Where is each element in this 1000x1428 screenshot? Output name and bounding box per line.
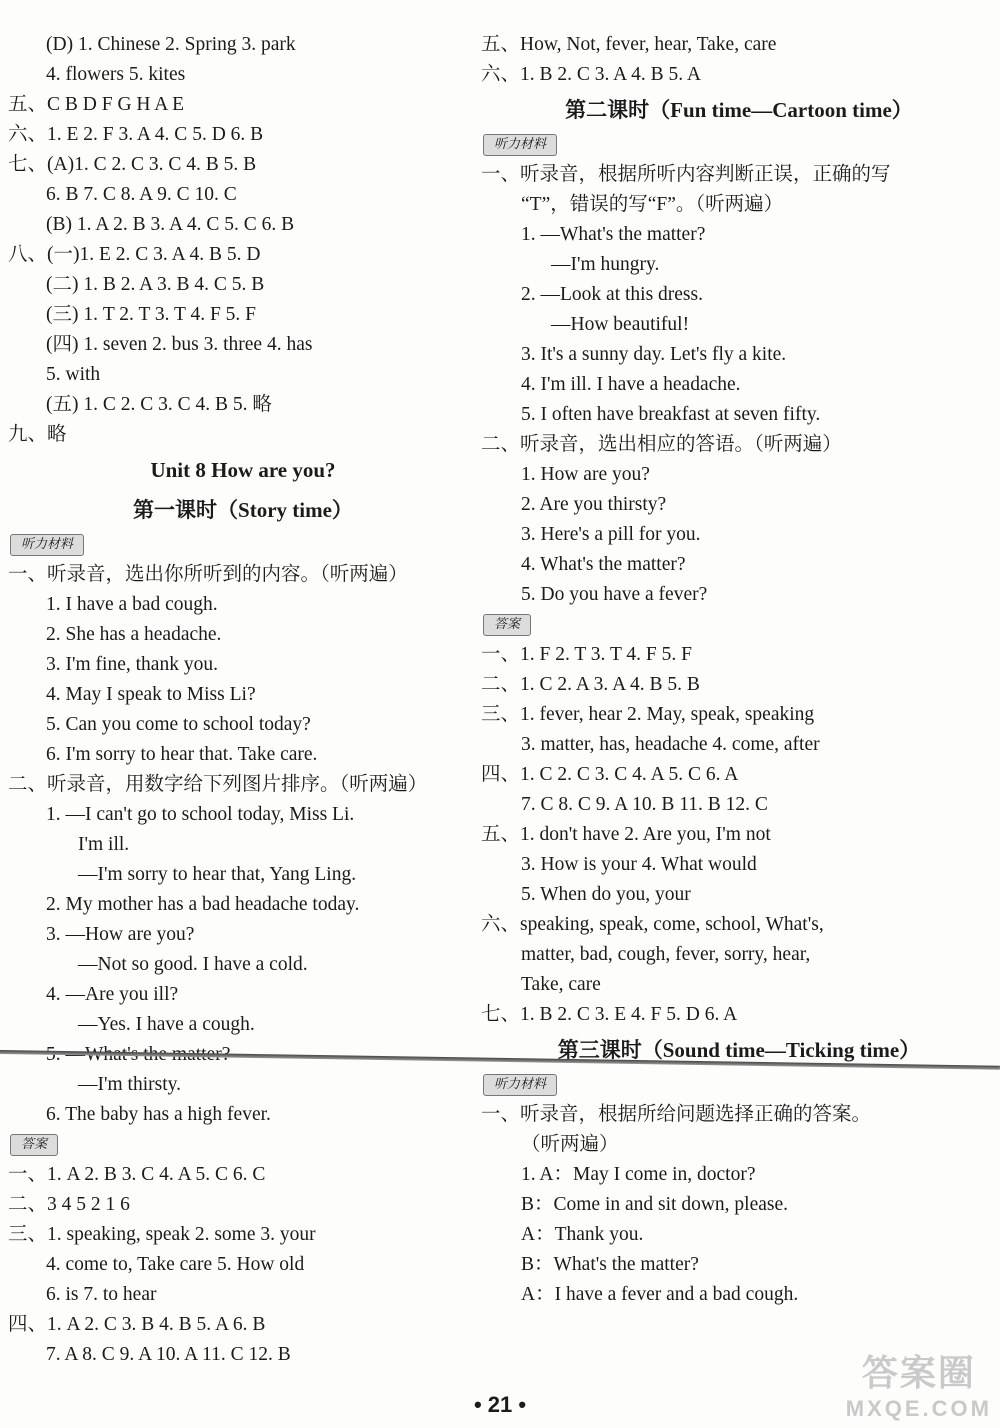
text-line: 二、听录音，选出相应的答语。（听两遍）	[481, 434, 842, 455]
text-line: I'm ill.	[78, 834, 130, 855]
text-line: 4. come to, Take care 5. How old	[46, 1254, 305, 1275]
listening-material-tag: 听力材料	[483, 1074, 557, 1096]
text-line: 二、听录音，用数字给下列图片排序。（听两遍）	[8, 774, 428, 795]
text-line: —I'm hungry.	[551, 254, 660, 275]
left-top-answers	[8, 30, 478, 450]
text-line: 1. —What's the matter?	[521, 224, 706, 245]
text-line: 六、1. B 2. C 3. A 4. B 5. A	[481, 64, 701, 85]
text-line: 2. She has a headache.	[46, 624, 222, 645]
text-line: (四) 1. seven 2. bus 3. three 4. has	[46, 334, 313, 355]
text-line: 3. matter, has, headache 4. come, after	[521, 734, 820, 755]
text-line: 七、1. B 2. C 3. E 4. F 5. D 6. A	[481, 1004, 738, 1025]
text-line: 九、略	[8, 424, 67, 445]
answers-tag: 答案	[10, 1134, 58, 1156]
text-line: —I'm thirsty.	[78, 1074, 181, 1095]
text-line: (二) 1. B 2. A 3. B 4. C 5. B	[46, 274, 265, 295]
text-line: (三) 1. T 2. T 3. T 4. F 5. F	[46, 304, 257, 325]
text-line: “T”，错误的写“F”。（听两遍）	[521, 194, 784, 215]
text-line: (五) 1. C 2. C 3. C 4. B 5. 略	[46, 394, 272, 415]
text-line: 1. How are you?	[521, 464, 650, 485]
text-line: 五、1. don't have 2. Are you, I'm not	[481, 824, 771, 845]
text-line: A：Thank you.	[521, 1224, 644, 1245]
text-line: —I'm sorry to hear that, Yang Ling.	[78, 864, 357, 885]
right-top-answers	[481, 30, 997, 90]
text-line: 3. —How are you?	[46, 924, 195, 945]
lesson3-listening	[481, 1100, 997, 1310]
text-line: 3. Here's a pill for you.	[521, 524, 701, 545]
text-line: matter, bad, cough, fever, sorry, hear,	[521, 944, 811, 965]
text-line: 4. —Are you ill?	[46, 984, 179, 1005]
text-line: B：Come in and sit down, please.	[521, 1194, 789, 1215]
text-line: (D) 1. Chinese 2. Spring 3. park	[46, 34, 296, 55]
text-line: 6. is 7. to hear	[46, 1284, 157, 1305]
text-line: 一、1. F 2. T 3. T 4. F 5. F	[481, 644, 692, 665]
text-line: 三、1. fever, hear 2. May, speak, speaking	[481, 704, 815, 725]
text-line: —Not so good. I have a cold.	[78, 954, 308, 975]
text-line: 3. How is your 4. What would	[521, 854, 757, 875]
text-line: 1. I have a bad cough.	[46, 594, 218, 615]
text-line: 八、(一)1. E 2. C 3. A 4. B 5. D	[8, 244, 261, 265]
unit-title: Unit 8 How are you?	[150, 458, 336, 482]
text-line: 二、3 4 5 2 1 6	[8, 1194, 130, 1215]
text-line: 6. The baby has a high fever.	[46, 1104, 271, 1125]
text-line: —Yes. I have a cough.	[78, 1014, 255, 1035]
text-line: 一、听录音，根据所听内容判断正误，正确的写	[481, 164, 891, 185]
lesson2-answers	[481, 640, 997, 1030]
watermark-bottom: MXQE.COM	[845, 1396, 992, 1421]
text-line: （听两遍）	[521, 1134, 619, 1155]
text-line: 3. I'm fine, thank you.	[46, 654, 218, 675]
text-line: 五、C B D F G H A E	[8, 94, 185, 115]
lesson2-title: 第二课时（Fun time—Cartoon time）	[565, 98, 913, 122]
answers-tag: 答案	[483, 614, 531, 636]
lesson2-listening	[481, 160, 997, 610]
watermark-top: 答案圈	[861, 1352, 976, 1393]
left-column	[8, 30, 478, 1370]
watermark-logo	[846, 1345, 992, 1422]
text-line: 4. What's the matter?	[521, 554, 686, 575]
text-line: 一、1. A 2. B 3. C 4. A 5. C 6. C	[8, 1164, 266, 1185]
text-line: 一、听录音，选出你所听到的内容。（听两遍）	[8, 564, 408, 585]
text-line: 5. Do you have a fever?	[521, 584, 708, 605]
text-line: 2. My mother has a bad headache today.	[46, 894, 360, 915]
text-line: 五、How, Not, fever, hear, Take, care	[481, 34, 777, 55]
text-line: 5. Can you come to school today?	[46, 714, 311, 735]
lesson1-listening	[8, 560, 478, 1130]
text-line: 3. It's a sunny day. Let's fly a kite.	[521, 344, 787, 365]
lesson1-answers	[8, 1160, 478, 1370]
text-line: 2. —Look at this dress.	[521, 284, 703, 305]
right-column	[481, 30, 997, 1310]
lesson3-title: 第三课时（Sound time—Ticking time）	[557, 1038, 921, 1062]
text-line: 5. When do you, your	[521, 884, 691, 905]
text-line: A：I have a fever and a bad cough.	[521, 1284, 799, 1305]
listening-material-tag: 听力材料	[10, 534, 84, 556]
page-number: • 21 •	[473, 1392, 527, 1417]
text-line: 5. with	[46, 364, 101, 385]
lesson1-title: 第一课时（Story time）	[133, 498, 353, 522]
text-line: 四、1. C 2. C 3. C 4. A 5. C 6. A	[481, 764, 739, 785]
text-line: 2. Are you thirsty?	[521, 494, 667, 515]
text-line: 4. May I speak to Miss Li?	[46, 684, 256, 705]
text-line: 6. B 7. C 8. A 9. C 10. C	[46, 184, 237, 205]
text-line: (B) 1. A 2. B 3. A 4. C 5. C 6. B	[46, 214, 295, 235]
text-line: 4. I'm ill. I have a headache.	[521, 374, 741, 395]
text-line: 三、1. speaking, speak 2. some 3. your	[8, 1224, 316, 1245]
text-line: 二、1. C 2. A 3. A 4. B 5. B	[481, 674, 700, 695]
text-line: 一、听录音，根据所给问题选择正确的答案。	[481, 1104, 872, 1125]
text-line: —How beautiful!	[551, 314, 690, 335]
text-line: Take, care	[521, 974, 601, 995]
text-line: 七、(A)1. C 2. C 3. C 4. B 5. B	[8, 154, 257, 175]
text-line: 7. C 8. C 9. A 10. B 11. B 12. C	[521, 794, 768, 815]
text-line: 4. flowers 5. kites	[46, 64, 186, 85]
text-line: 5. I often have breakfast at seven fifty.	[521, 404, 821, 425]
text-line: 7. A 8. C 9. A 10. A 11. C 12. B	[46, 1344, 291, 1365]
text-line: 六、speaking, speak, come, school, What's,	[481, 914, 824, 935]
text-line: 1. —I can't go to school today, Miss Li.	[46, 804, 355, 825]
text-line: 1. A：May I come in, doctor?	[521, 1164, 756, 1185]
text-line: 六、1. E 2. F 3. A 4. C 5. D 6. B	[8, 124, 264, 145]
text-line: 四、1. A 2. C 3. B 4. B 5. A 6. B	[8, 1314, 266, 1335]
text-line: 6. I'm sorry to hear that. Take care.	[46, 744, 318, 765]
listening-material-tag: 听力材料	[483, 134, 557, 156]
text-line: B：What's the matter?	[521, 1254, 699, 1275]
